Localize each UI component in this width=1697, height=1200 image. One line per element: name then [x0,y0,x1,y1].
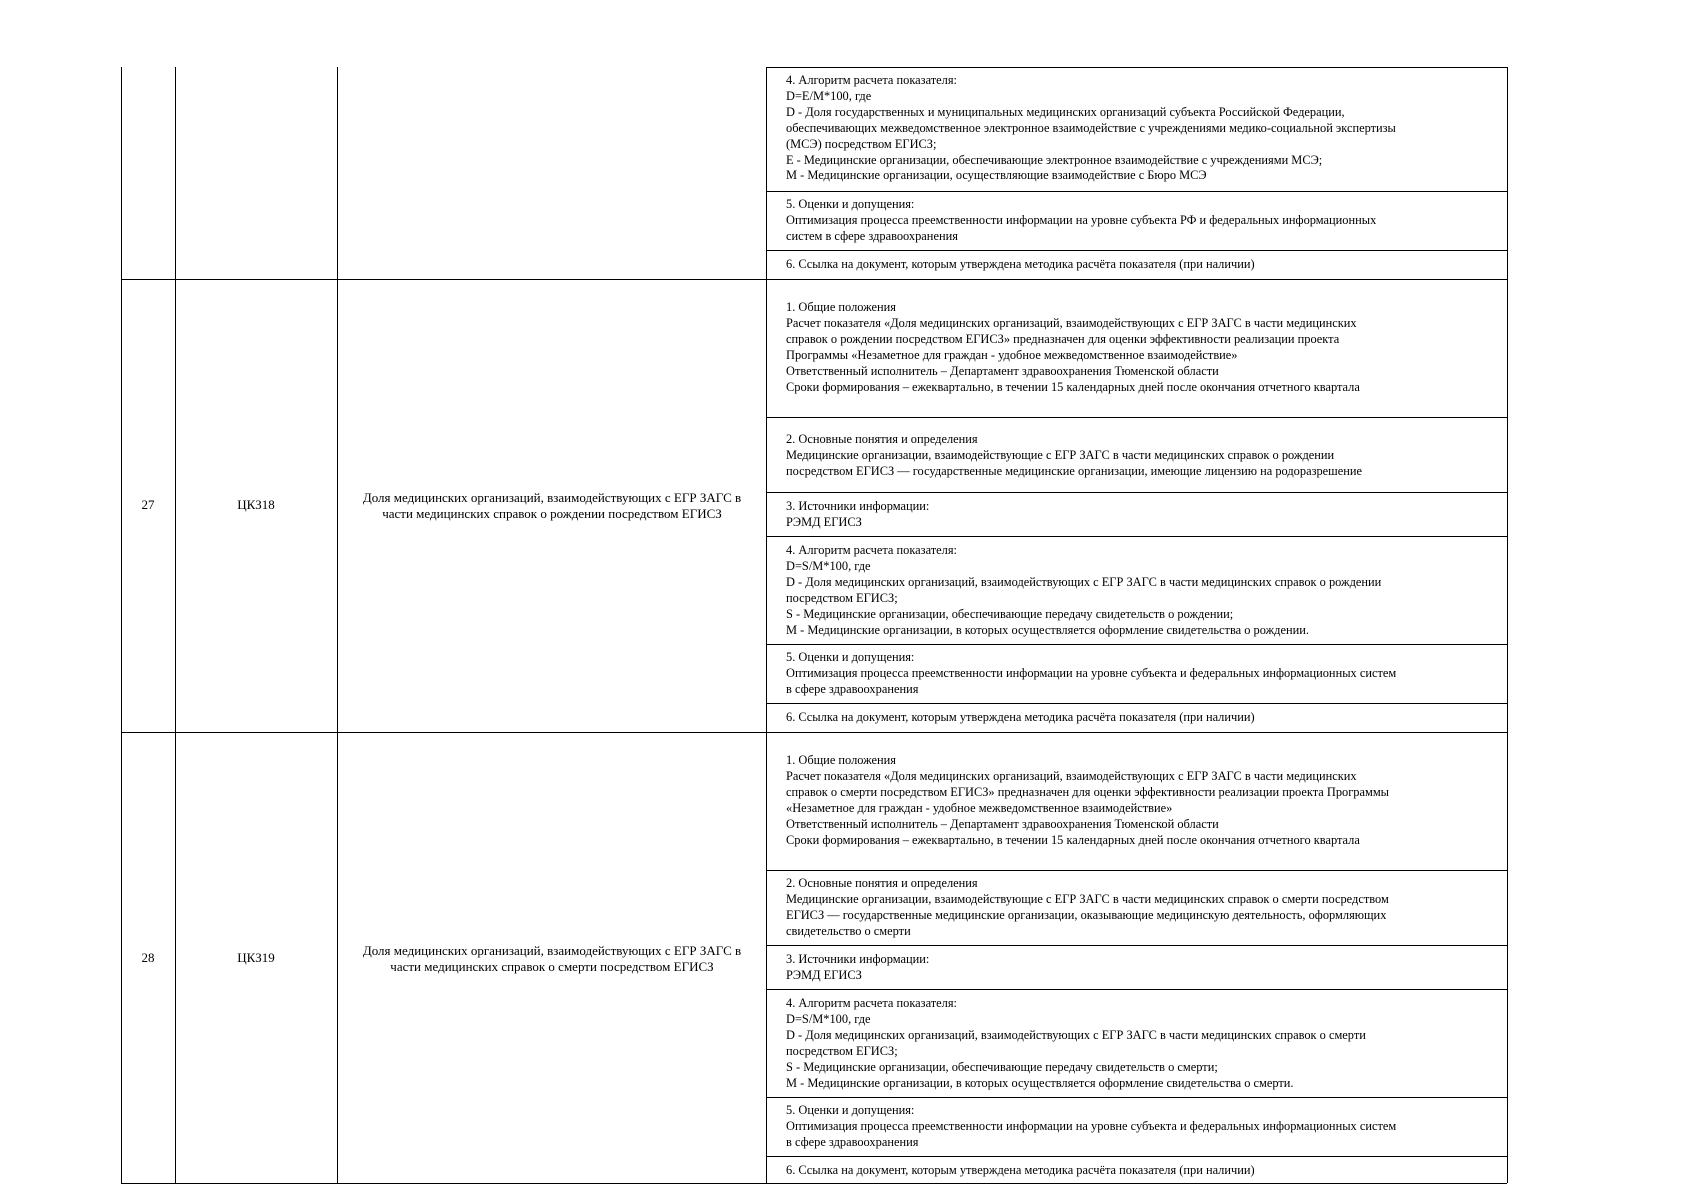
cell-separator [766,870,1507,871]
algorithm-cell: 4. Алгоритм расчета показателя: D=S/M*100, где D - Доля медицинских организаций, взаимодействующих с ЕГР ЗАГС в части медицинских справок о рождении посредством ЕГИСЗ; S - Медицинские организации, обеспечивающие передачу свидетельств о рождении; M - Медицинские организации, в которых осуществляется оформление свидетельства о рождении. [786,543,1382,637]
cell-separator [766,536,1507,537]
table-column-divider [766,67,767,1183]
cell-separator [766,492,1507,493]
indicator-code: ЦКЗ19 [237,950,275,965]
table-column-divider [175,67,176,1183]
definitions-cell: 2. Основные понятия и определения Медицинские организации, взаимодействующие с ЕГР ЗАГС в части медицинских справок о смерти посредством ЕГИСЗ — государственные медицинские организации, оказывающие медицинскую деятельность, оформляющих свидетельство о смерти [786,876,1389,938]
reference-cell: 6. Ссылка на документ, которым утверждена методика расчёта показателя (при наличии) [786,710,1255,724]
cell-separator [766,67,1507,68]
assumptions-cell: 5. Оценки и допущения: Оптимизация процесса преемственности информации на уровне субъекта и федеральных информационных систем в сфере здравоохранения [786,650,1397,696]
cell-separator [766,644,1507,645]
cell-separator [766,191,1507,192]
table-border-right [1507,67,1508,1183]
cell-separator [766,945,1507,946]
cell-separator [766,250,1507,251]
algorithm-cell: 4. Алгоритм расчета показателя: D=E/M*100, где D - Доля государственных и муниципальных медицинских организаций субъекта Российской Федерации, обеспечивающих межведомственное электронное взаимодействие с учреждениями медико-социальной экспертизы (МСЭ) посредством ЕГИСЗ; E - Медицинские организации, обеспечивающие электронное взаимодействие с учреждениями МСЭ; M - Медицинские организации, осуществляющие взаимодействие с Бюро МСЭ [786,73,1396,183]
cell-separator [766,417,1507,418]
assumptions-cell: 5. Оценки и допущения: Оптимизация процесса преемственности информации на уровне субъекта и федеральных информационных систем в сфере здравоохранения [786,1103,1397,1149]
indicator-name: Доля медицинских организаций, взаимодействующих с ЕГР ЗАГС в части медицинских справок о смерти посредством ЕГИСЗ [362,943,742,974]
row-number: 27 [141,497,155,512]
table-column-divider [337,67,338,1183]
reference-cell: 6. Ссылка на документ, которым утверждена методика расчёта показателя (при наличии) [786,1163,1255,1177]
assumptions-cell: 5. Оценки и допущения: Оптимизация процесса преемственности информации на уровне субъекта РФ и федеральных информационных систем в сфере здравоохранения [786,197,1377,243]
general-provisions-cell: 1. Общие положения Расчет показателя «Доля медицинских организаций, взаимодействующих с ЕГР ЗАГС в части медицинских справок о смерти посредством ЕГИСЗ» предназначен для оценки эффективности реализации проекта Программы «Незаметное для граждан - удобное межведомственное взаимодействие» Ответственный исполнитель – Департамент здравоохранения Тюменской области Сроки формирования – ежеквартально, в течении 15 календарных дней после окончания отчетного квартала [786,753,1390,847]
sources-cell: 3. Источники информации: РЭМД ЕГИСЗ [786,952,930,982]
row-number: 28 [141,950,155,965]
sources-cell: 3. Источники информации: РЭМД ЕГИСЗ [786,499,930,529]
general-provisions-cell: 1. Общие положения Расчет показателя «Доля медицинских организаций, взаимодействующих с ЕГР ЗАГС в части медицинских справок о рождении посредством ЕГИСЗ» предназначен для оценки эффективности реализации проекта Программы «Незаметное для граждан - удобное межведомственное взаимодействие» Ответственный исполнитель – Департамент здравоохранения Тюменской области Сроки формирования – ежеквартально, в течении 15 календарных дней после окончания отчетного квартала [786,300,1360,394]
cell-separator [766,989,1507,990]
indicator-code: ЦКЗ18 [237,497,275,512]
row-separator [121,732,1507,733]
table-border-bottom [121,1183,1507,1184]
table-border-left [121,67,122,1183]
indicator-name: Доля медицинских организаций, взаимодействующих с ЕГР ЗАГС в части медицинских справок о рождении посредством ЕГИСЗ [362,490,742,521]
cell-separator [766,1097,1507,1098]
cell-separator [766,1156,1507,1157]
row-separator [121,279,1507,280]
cell-separator [766,703,1507,704]
definitions-cell: 2. Основные понятия и определения Медицинские организации, взаимодействующие с ЕГР ЗАГС в части медицинских справок о рождении посредством ЕГИСЗ — государственные медицинские организации, имеющие лицензию на родоразрешение [786,432,1362,478]
algorithm-cell: 4. Алгоритм расчета показателя: D=S/M*100, где D - Доля медицинских организаций, взаимодействующих с ЕГР ЗАГС в части медицинских справок о смерти посредством ЕГИСЗ; S - Медицинские организации, обеспечивающие передачу свидетельств о смерти; M - Медицинские организации, в которых осуществляется оформление свидетельства о смерти. [786,996,1366,1090]
reference-cell: 6. Ссылка на документ, которым утверждена методика расчёта показателя (при наличии) [786,257,1255,271]
